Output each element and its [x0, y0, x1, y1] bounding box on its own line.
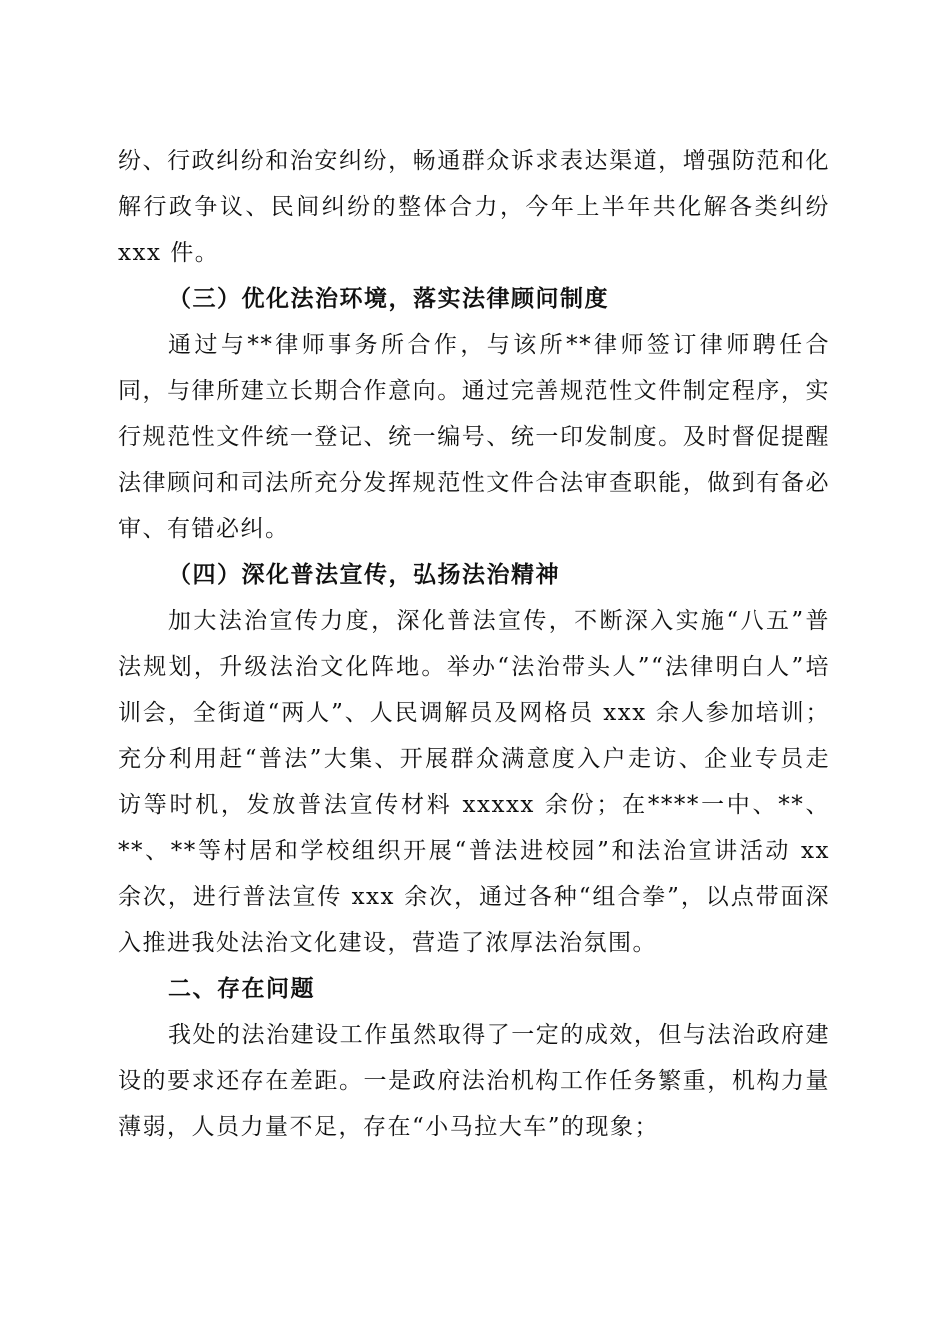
section-3-title: （三）优化法治环境，落实法律顾问制度 — [168, 285, 609, 312]
section-4-body: 加大法治宣传力度，深化普法宣传，不断深入实施“八五”普法规划，升级法治文化阵地。举办“法治带头人”“法律明白人”培训会，全街道“两人”、人民调解员及网格员 xxx 余人参加培训；充分利用赶“普法”大集、开展群众满意度入户走访、企业专员走访等时机，发放普法宣传材料 xxxxx 余份；在****一中、**、**、**等村居和学校组织开展“普法进校园”和法治宣讲活动 xx 余次，进行普法宣传 xxx 余次，通过各种“组合拳”，以点带面深入推进我处法治文化建设，营造了浓厚法治氛围。 — [118, 608, 830, 956]
continuation-paragraph: 纷、行政纠纷和治安纠纷，畅通群众诉求表达渠道，增强防范和化解行政争议、民间纠纷的整体合力，今年上半年共化解各类纠纷 xxx 件。 — [118, 148, 830, 266]
section-3-body: 通过与**律师事务所合作，与该所**律师签订律师聘任合同，与律所建立长期合作意向。通过完善规范性文件制定程序，实行规范性文件统一登记、统一编号、统一印发制度。及时督促提醒法律顾问和司法所充分发挥规范性文件合法审查职能，做到有备必审、有错必纠。 — [118, 332, 830, 542]
part-2-body: 我处的法治建设工作虽然取得了一定的成效，但与法治政府建设的要求还存在差距。一是政府法治机构工作任务繁重，机构力量薄弱，人员力量不足，存在“小马拉大车”的现象； — [118, 1022, 830, 1140]
document-body — [118, 138, 830, 1150]
section-4-title: （四）深化普法宣传，弘扬法治精神 — [168, 561, 560, 588]
part-2-heading: 二、存在问题 — [168, 976, 315, 1002]
